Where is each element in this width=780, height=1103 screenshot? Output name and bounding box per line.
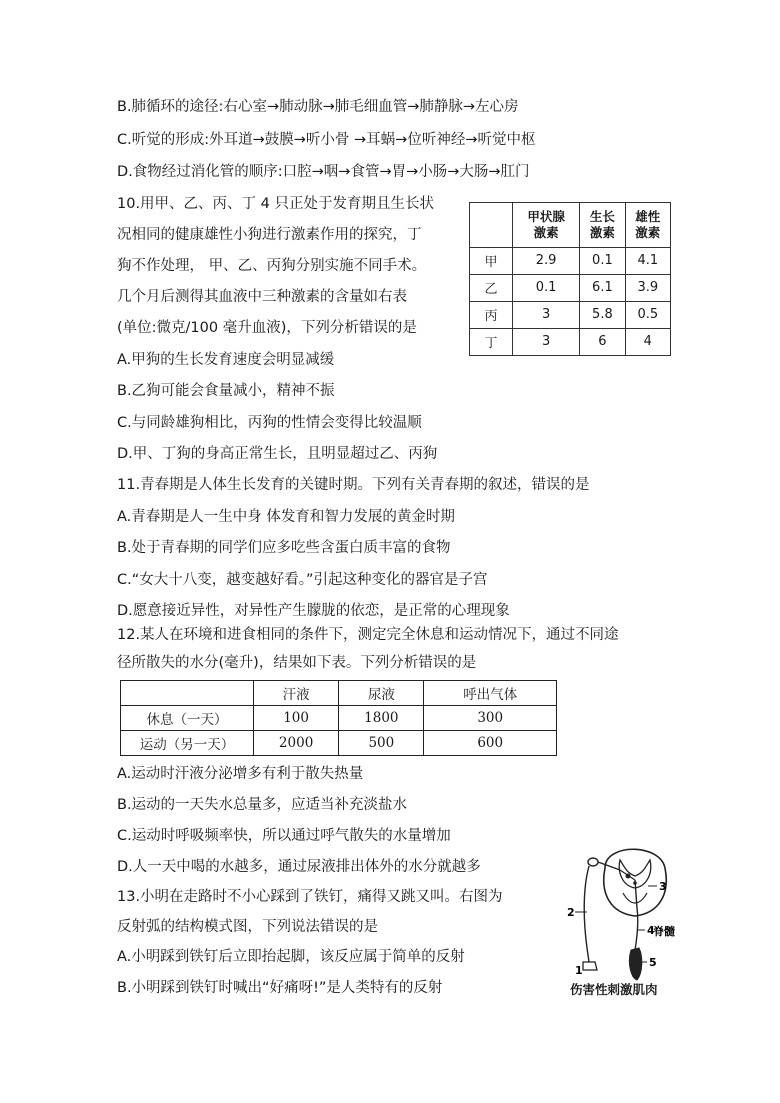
q10-option-c: C.与同龄雄狗相比，丙狗的性情会变得比较温顺 [117, 415, 422, 431]
cell: 4.1 [625, 247, 670, 274]
q12-option-b: B.运动的一天失水总量多，应适当补充淡盐水 [117, 797, 408, 813]
cell: 0.1 [513, 274, 580, 301]
q12-stem-line: 径所散失的水分(毫升)，结果如下表。下列分析错误的是 [117, 655, 477, 671]
cell: 100 [254, 706, 339, 731]
cell: 2.9 [513, 247, 580, 274]
cell: 0.1 [580, 247, 625, 274]
spinal-cord-label: 脊髓 [653, 925, 675, 938]
q12-option-a: A.运动时汗液分泌增多有利于散失热量 [117, 766, 364, 782]
row-label: 运动（另一天） [121, 731, 254, 756]
water-loss-table [120, 680, 557, 756]
label-2: 2 [567, 906, 575, 919]
table-row [470, 328, 671, 355]
cell: 3.9 [625, 274, 670, 301]
sensory-neuron-in [598, 862, 620, 870]
q10-option-d: D.甲、丁狗的身高正常生长，且明显超过乙、丙狗 [117, 446, 438, 462]
cell: 3 [513, 328, 580, 355]
motor-neuron [635, 880, 638, 950]
label-5: 5 [649, 956, 657, 969]
q12-option-c: C.运动时呼吸频率快，所以通过呼气散失的水量增加 [117, 828, 451, 844]
label-1: 1 [575, 964, 583, 977]
q9-option-d: D.食物经过消化管的顺序:口腔→咽→食管→胃→小肠→大肠→肛门 [117, 164, 530, 180]
column-header: 呼出气体 [424, 681, 557, 706]
effector-muscle [629, 948, 641, 980]
receptor [583, 962, 597, 970]
table-row [470, 247, 671, 274]
column-header: 生长 激素 [580, 203, 625, 248]
q9-option-b: B.肺循环的途径:右心室→肺动脉→肺毛细血管→肺静脉→左心房 [117, 99, 519, 115]
cell: 300 [424, 706, 557, 731]
cell: 500 [339, 731, 424, 756]
q10-option-a: A.甲狗的生长发育速度会明显减缓 [117, 352, 335, 368]
q13-option-b: B.小明踩到铁钉时喊出“好痛呀!”是人类特有的反射 [117, 980, 443, 996]
column-header: 尿液 [339, 681, 424, 706]
label-4: 4 [647, 924, 655, 937]
cell: 600 [424, 731, 557, 756]
row-label: 丁 [470, 328, 513, 355]
column-header: 汗液 [254, 681, 339, 706]
table-row [121, 706, 557, 731]
q10-stem-line: 10.用甲、乙、丙、丁 4 只正处于发育期且生长状 [117, 196, 435, 212]
q10-stem-line: 况相同的健康雄性小狗进行激素作用的探究，丁 [117, 227, 422, 243]
label-3: 3 [659, 880, 667, 893]
q11-option-a: A.青春期是人一生中身 体发育和智力发展的黄金时期 [117, 509, 455, 525]
q10-stem-line: 狗不作处理， 甲、乙、丙狗分别实施不同手术。 [117, 258, 427, 274]
gray-matter-lower [623, 893, 647, 903]
column-header: 甲状腺 激素 [513, 203, 580, 248]
ganglion [588, 858, 598, 866]
hormone-table [469, 202, 671, 356]
cell: 2000 [254, 731, 339, 756]
table-row [470, 301, 671, 328]
interneuron-body [626, 874, 631, 879]
row-label: 休息（一天） [121, 706, 254, 731]
q11-option-b: B.处于青春期的同学们应多吃些含蛋白质丰富的食物 [117, 540, 451, 556]
cell: 5.8 [580, 301, 625, 328]
q11-stem: 11.青春期是人体生长发育的关键时期。下列有关青春期的叙述，错误的是 [117, 477, 590, 493]
q10-stem-line: (单位:微克/100 毫升血液)，下列分析错误的是 [117, 320, 417, 336]
q11-option-d: D.愿意接近异性，对异性产生朦胧的依恋，是正常的心理现象 [117, 603, 510, 619]
cell: 0.5 [625, 301, 670, 328]
row-label: 甲 [470, 247, 513, 274]
column-header: 雄性 激素 [625, 203, 670, 248]
sensory-neuron [584, 866, 589, 962]
row-label: 丙 [470, 301, 513, 328]
corner-cell [121, 681, 254, 706]
table-row [470, 274, 671, 301]
corner-cell [470, 203, 513, 248]
cell: 6.1 [580, 274, 625, 301]
q11-option-c: C.“女大十八变，越变越好看。”引起这种变化的器官是子宫 [117, 572, 488, 588]
cell: 6 [580, 328, 625, 355]
cell: 4 [625, 328, 670, 355]
q12-stem-line: 12.某人在环境和进食相同的条件下，测定完全休息和运动情况下，通过不同途 [117, 627, 619, 643]
cell: 1800 [339, 706, 424, 731]
q10-stem-line: 几个月后测得其血液中三种激素的含量如右表 [117, 289, 407, 305]
figure-caption: 伤害性刺激肌肉 [570, 982, 658, 997]
q13-option-a: A.小明踩到铁钉后立即抬起脚，该反应属于简单的反射 [117, 949, 465, 965]
q9-option-c: C.听觉的形成:外耳道→鼓膜→听小骨 →耳蜗→位听神经→听觉中枢 [117, 132, 536, 148]
q10-option-b: B.乙狗可能会食量减小，精神不振 [117, 383, 335, 399]
cell: 3 [513, 301, 580, 328]
q12-option-d: D.人一天中喝的水越多，通过尿液排出体外的水分就越多 [117, 859, 481, 875]
row-label: 乙 [470, 274, 513, 301]
q13-stem-line: 反射弧的结构模式图，下列说法错误的是 [117, 919, 378, 935]
table-row [121, 731, 557, 756]
q13-stem-line: 13.小明在走路时不小心踩到了铁钉，痛得又跳又叫。右图为 [117, 889, 503, 905]
reflex-arc-diagram [565, 838, 695, 983]
